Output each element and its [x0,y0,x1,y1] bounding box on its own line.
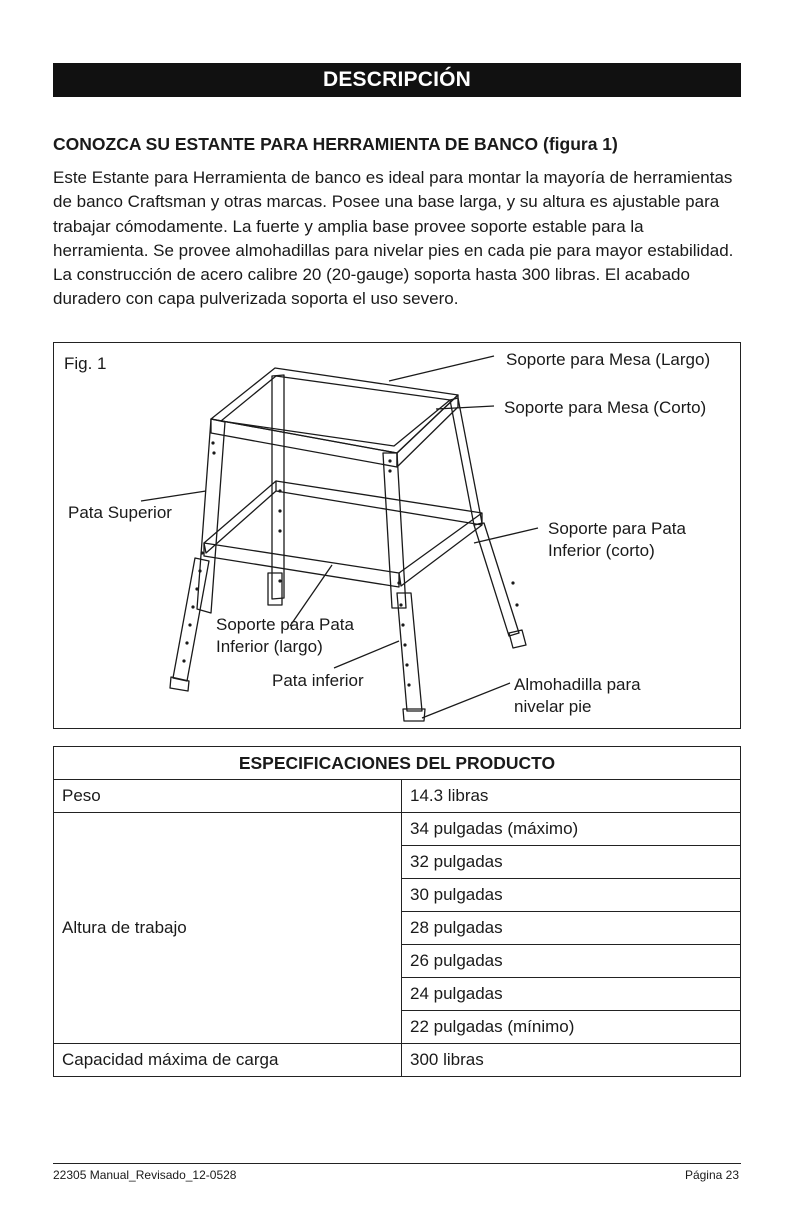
specs-title: ESPECIFICACIONES DEL PRODUCTO [54,747,741,780]
footer-page-number: Página 23 [684,1168,739,1182]
spec-value-altura: 22 pulgadas (mínimo) [402,1011,741,1044]
spec-value-peso: 14.3 libras [402,780,741,813]
label-pata-inferior: Pata inferior [272,671,364,690]
lower-support-long [204,543,399,587]
label-soporte-mesa-largo: Soporte para Mesa (Largo) [506,350,711,369]
footer-document-id: 22305 Manual_Revisado_12-0528 [53,1168,237,1182]
label-soporte-mesa-corto: Soporte para Mesa (Corto) [504,398,707,417]
lower-support-left [204,481,276,553]
front-left-foot [170,677,189,691]
footer-divider [53,1163,741,1164]
section-heading: CONOZCA SU ESTANTE PARA HERRAMIENTA DE BANCO (figura 1) [53,134,618,154]
spec-value-altura: 28 pulgadas [402,912,741,945]
front-left-upper-leg [197,419,225,613]
spec-value-altura: 30 pulgadas [402,879,741,912]
spec-value-altura: 24 pulgadas [402,978,741,1011]
table-row [54,1044,741,1077]
table-support-right [397,395,458,467]
spec-value-altura: 32 pulgadas [402,846,741,879]
front-left-lower-leg [173,558,209,681]
label-almohadilla: Almohadilla para nivelar pie [514,675,641,716]
figure-caption: Fig. 1 [64,354,107,373]
spec-label-capacidad: Capacidad máxima de carga [54,1044,402,1077]
front-right-lower-leg [397,593,422,711]
label-pata-superior: Pata Superior [68,503,172,522]
label-soporte-pata-inferior-corto: Soporte para Pata Inferior (corto) [548,519,686,560]
table-row [54,813,741,846]
back-right-leg [450,398,482,525]
section-banner: DESCRIPCIÓN [53,63,741,97]
spec-label-peso: Peso [54,780,402,813]
spec-label-altura: Altura de trabajo [54,813,402,1044]
spec-value-altura: 34 pulgadas (máximo) [402,813,741,846]
table-row [54,780,741,813]
label-soporte-pata-inferior-largo: Soporte para Pata Inferior (largo) [216,615,354,656]
spec-value-altura: 26 pulgadas [402,945,741,978]
intro-paragraph: Este Estante para Herramienta de banco es ideal para montar la mayoría de herramientas de banco Craftsman y otras marcas. Posee una base larga, y su altura es ajustable para trabajar cómodamente. La fuerte y amplia base provee soporte estable para la herramienta. Se provee almohadillas para nivelar pies en cada pie para mayor estabilidad. La construcción de acero calibre 20 (20-gauge) soporta hasta 300 libras. El acabado duradero con capa pulverizada soporta el uso severo. [53,168,734,309]
lower-support-right [399,513,482,586]
back-left-leg [272,375,284,599]
figure-1 [53,342,741,729]
specs-table [53,746,741,1077]
spec-value-capacidad: 300 libras [402,1044,741,1077]
